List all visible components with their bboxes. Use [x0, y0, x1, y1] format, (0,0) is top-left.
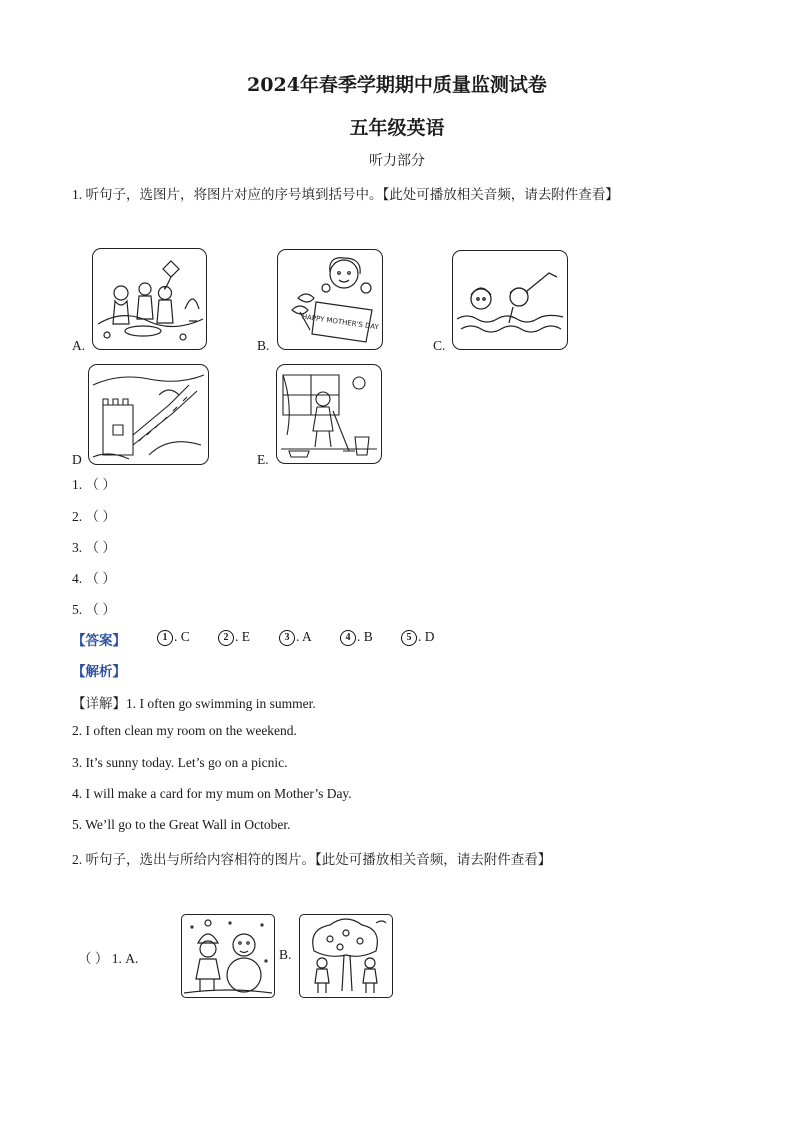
- detail-tag: 【详解】: [72, 696, 126, 711]
- answer-value: . C: [174, 629, 190, 644]
- answer-blank-5[interactable]: 5. （ ）: [72, 602, 116, 617]
- answer-tag: 【答案】: [72, 633, 126, 648]
- answer-item: [218, 629, 250, 646]
- card-text: HAPPY MOTHER'S DAY: [301, 312, 380, 332]
- picnic-family-picture: [92, 248, 207, 350]
- page-title: 2024年春季学期期中质量监测试卷: [247, 74, 547, 96]
- swimming-picture: [452, 250, 568, 350]
- picture-label-b: B.: [257, 338, 270, 353]
- page-subtitle: 五年级英语: [349, 117, 445, 139]
- answer-number: 4: [340, 630, 356, 646]
- girl-mothers-day-card-icon: [278, 250, 382, 349]
- great-wall-icon: [89, 365, 208, 464]
- picnic-family-icon: [93, 249, 206, 349]
- answer-blank-3[interactable]: 3. （ ）: [72, 540, 116, 555]
- section-heading: 听力部分: [369, 153, 425, 169]
- question-2-prompt: 2. 听句子，选出与所给内容相符的图片。【此处可播放相关音频，请去附件查看】: [72, 852, 552, 867]
- detail-line: 3. It’s sunny today. Let’s go on a picnic.: [72, 755, 288, 770]
- picture-label-c: C.: [433, 338, 446, 353]
- child-building-snowman-icon: [182, 915, 274, 997]
- answer-item: [157, 629, 190, 646]
- answer-blank-1[interactable]: 1. （ ）: [72, 477, 116, 492]
- picture-label-a: A.: [72, 338, 86, 353]
- answer-number: 2: [218, 630, 234, 646]
- girl-cleaning-room-icon: [277, 365, 381, 463]
- great-wall-picture: [88, 364, 209, 465]
- question-1-prompt: 1. 听句子，选图片，将图片对应的序号填到括号中。【此处可播放相关音频，请去附件查看】: [72, 187, 619, 202]
- picture-label-e: E.: [257, 452, 269, 467]
- answer-number: 3: [279, 630, 295, 646]
- detail-line: [72, 692, 316, 712]
- answer-number: 5: [401, 630, 417, 646]
- answer-item: [401, 629, 435, 646]
- detail-text: 1. I often go swimming in summer.: [126, 696, 316, 711]
- cleaning-room-picture: [276, 364, 382, 464]
- analysis-tag: 【解析】: [72, 664, 126, 679]
- answer-item: [279, 629, 312, 646]
- picture-label-d: D: [72, 452, 82, 467]
- question-2-blank[interactable]: （ ） 1. A.: [78, 951, 139, 966]
- answer-item: [340, 629, 373, 646]
- mothers-day-card-picture: [277, 249, 383, 350]
- option-b-label: B.: [279, 947, 292, 962]
- answer-number: 1: [157, 630, 173, 646]
- children-picking-apples-icon: [300, 915, 392, 997]
- answer-blank-2[interactable]: 2. （ ）: [72, 509, 116, 524]
- detail-line: 4. I will make a card for my mum on Mother’s Day.: [72, 786, 352, 801]
- apple-picking-picture[interactable]: [299, 914, 393, 998]
- detail-line: 2. I often clean my room on the weekend.: [72, 723, 297, 738]
- answer-blank-4[interactable]: 4. （ ）: [72, 571, 116, 586]
- snowman-picture[interactable]: [181, 914, 275, 998]
- answer-value: . B: [357, 629, 373, 644]
- answer-value: . D: [418, 629, 435, 644]
- children-swimming-icon: [453, 251, 567, 349]
- answer-value: . A: [296, 629, 312, 644]
- answer-value: . E: [235, 629, 250, 644]
- detail-line: 5. We’ll go to the Great Wall in October.: [72, 817, 291, 832]
